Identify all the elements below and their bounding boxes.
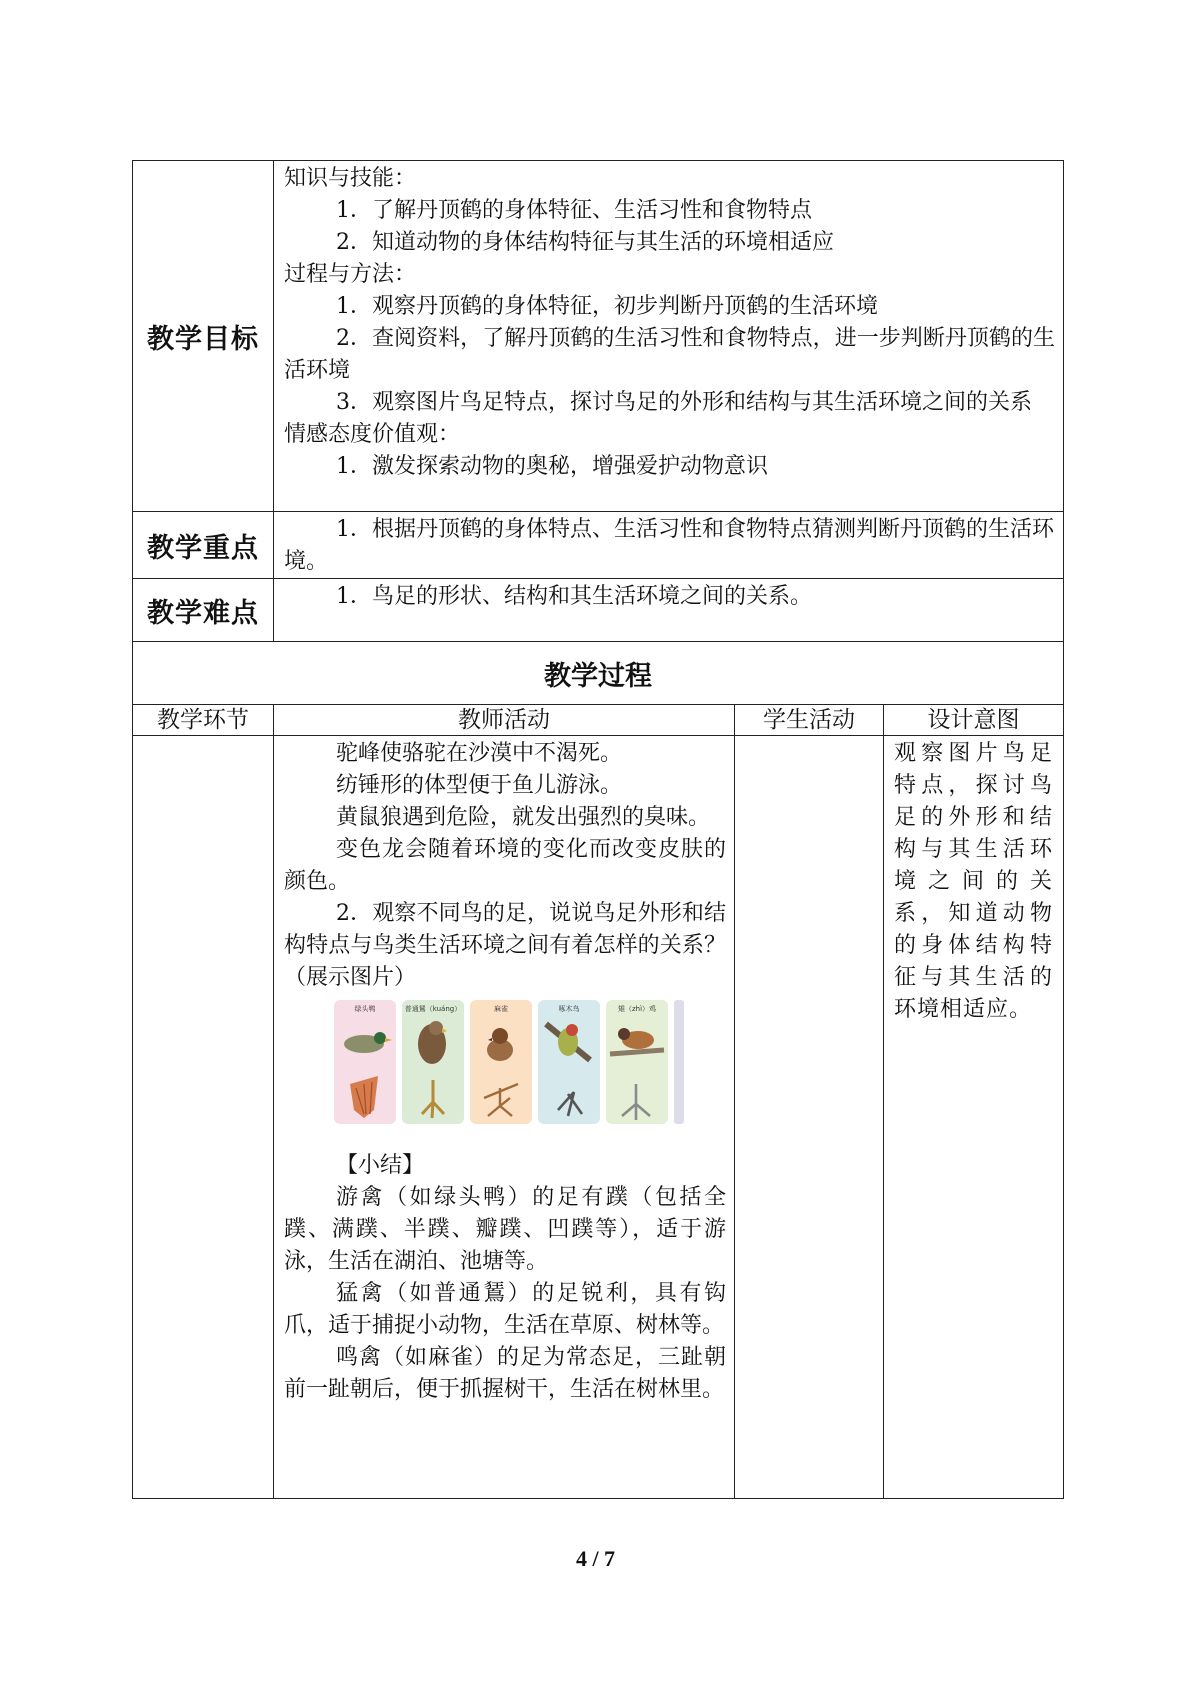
difficulty-label: 教学难点 <box>133 579 274 642</box>
cropped-card-edge <box>674 1000 684 1124</box>
teacher-paragraph: 纺锤形的体型便于鱼儿游泳。 <box>336 773 623 798</box>
objective-line: 2．查阅资料，了解丹顶鹤的生活习性和食物特点，进一步判断丹顶鹤的生活环境 <box>284 326 1055 383</box>
objective-line: 情感态度价值观： <box>284 422 461 447</box>
bird-card <box>334 1000 396 1124</box>
objectives-content <box>274 161 1064 512</box>
lesson-plan-table <box>132 160 1064 1499</box>
page-number: 4 / 7 <box>575 1546 616 1571</box>
bird-feet-image <box>334 1000 734 1128</box>
bird-and-foot-illustration <box>402 1014 464 1122</box>
design-intent-cell <box>884 736 1064 1499</box>
bird-card <box>606 1000 668 1124</box>
bird-card-label: 普通鵟（kuáng） <box>404 1005 462 1013</box>
bird-card-label: 麻雀 <box>494 1005 508 1013</box>
bird-card-label: 绿头鸭 <box>354 1005 376 1013</box>
key-point-text: 1．根据丹顶鹤的身体特点、生活习性和食物特点猜测判断丹顶鹤的生活环境。 <box>284 517 1054 574</box>
bird-card <box>470 1000 532 1124</box>
teacher-paragraph: 变色龙会随着环境的变化而改变皮肤的颜色。 <box>284 837 726 894</box>
bird-card-label: 啄木鸟 <box>558 1005 580 1013</box>
objective-line: 知识与技能： <box>284 166 417 191</box>
teacher-paragraph: 2．观察不同鸟的足，说说鸟足外形和结构特点与鸟类生活环境之间有着怎样的关系？（展示图片） <box>284 901 726 990</box>
objective-line: 2．知道动物的身体结构特征与其生活的环境相适应 <box>336 230 834 255</box>
difficulty-content <box>274 579 1064 642</box>
summary-paragraph: 鸣禽（如麻雀）的足为常态足，三趾朝前一趾朝后，便于抓握树干，生活在树林里。 <box>284 1345 726 1402</box>
teacher-paragraphs <box>284 738 726 994</box>
difficulty-row <box>133 579 1064 642</box>
summary-paragraph: 游禽（如绿头鸭）的足有蹼（包括全蹼、满蹼、半蹼、瓣蹼、凹蹼等），适于游泳，生活在湖泊、池塘等。 <box>284 1185 726 1274</box>
column-header-teacher: 教师活动 <box>274 705 735 736</box>
bird-and-foot-illustration <box>334 1014 396 1122</box>
bird-card <box>402 1000 464 1124</box>
bird-and-foot-illustration <box>606 1014 668 1122</box>
bird-card <box>538 1000 600 1124</box>
key-point-content <box>274 512 1064 579</box>
bird-and-foot-illustration <box>470 1014 532 1122</box>
difficulty-text: 1．鸟足的形状、结构和其生活环境之间的关系。 <box>336 584 812 609</box>
objective-line: 1．激发探索动物的奥秘，增强爱护动物意识 <box>336 454 768 479</box>
column-header-design: 设计意图 <box>884 705 1064 736</box>
bird-and-foot-illustration <box>538 1014 600 1122</box>
key-point-label: 教学重点 <box>133 512 274 579</box>
student-activity-cell <box>735 736 884 1499</box>
objective-line: 3．观察图片鸟足特点，探讨鸟足的外形和结构与其生活环境之间的关系 <box>336 390 1032 415</box>
process-body-row <box>133 736 1064 1499</box>
objectives-lines <box>284 163 1055 483</box>
process-header-row <box>133 705 1064 736</box>
teacher-paragraph: 黄鼠狼遇到危险，就发出强烈的臭味。 <box>336 805 711 830</box>
column-header-student: 学生活动 <box>735 705 884 736</box>
objective-line: 过程与方法： <box>284 262 417 287</box>
process-title: 教学过程 <box>133 642 1064 705</box>
objective-line: 1．了解丹顶鹤的身体特征、生活习性和食物特点 <box>336 198 812 223</box>
key-point-row <box>133 512 1064 579</box>
column-header-stage: 教学环节 <box>133 705 274 736</box>
design-intent-text: 观察图片鸟足特点，探讨鸟足的外形和结构与其生活环境之间的关系，知道动物的身体结构特征与其生活的环境相适应。 <box>894 741 1053 1022</box>
summary-paragraph: 猛禽（如普通鵟）的足锐利，具有钩爪，适于捕捉小动物，生活在草原、树林等。 <box>284 1281 726 1338</box>
bird-card-label: 雉（zhì）鸡 <box>617 1005 657 1013</box>
process-title-row <box>133 642 1064 705</box>
summary-paragraphs <box>284 1182 726 1406</box>
objective-line: 1．观察丹顶鹤的身体特征，初步判断丹顶鹤的生活环境 <box>336 294 878 319</box>
teacher-activity-cell <box>274 736 735 1499</box>
teacher-paragraph: 驼峰使骆驼在沙漠中不渴死。 <box>336 741 623 766</box>
objectives-row <box>133 161 1064 512</box>
stage-cell <box>133 736 274 1499</box>
objectives-label: 教学目标 <box>133 161 274 512</box>
summary-heading: 【小结】 <box>336 1153 425 1178</box>
